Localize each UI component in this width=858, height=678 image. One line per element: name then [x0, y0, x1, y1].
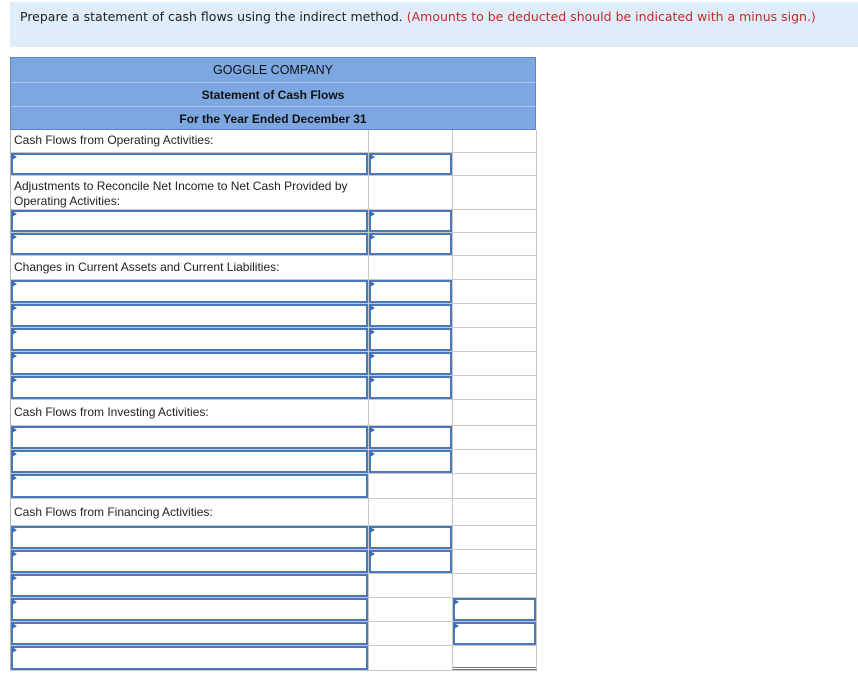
table-row: [10, 550, 537, 574]
operating-section-label: Cash Flows from Operating Activities:: [14, 133, 214, 147]
account-name-input[interactable]: [11, 153, 368, 175]
table-row: [10, 622, 537, 646]
statement-title: Statement of Cash Flows: [10, 82, 536, 106]
instructions-text: Prepare a statement of cash flows using the indirect method.: [20, 9, 403, 24]
table-row: [10, 130, 537, 153]
account-name-input[interactable]: [11, 352, 368, 375]
account-name-input[interactable]: [11, 280, 368, 303]
account-name-input[interactable]: [11, 474, 368, 498]
amount-input[interactable]: [369, 450, 452, 473]
account-name-input[interactable]: [11, 376, 368, 399]
table-row: [10, 474, 537, 499]
financing-section-label: Cash Flows from Financing Activities:: [14, 505, 213, 519]
table-row: [10, 233, 537, 256]
amount-input[interactable]: [369, 210, 452, 232]
table-row: [10, 598, 537, 622]
table-row: [10, 499, 537, 526]
table-row: [10, 210, 537, 233]
account-name-input[interactable]: [11, 233, 368, 255]
table-row: [10, 153, 537, 176]
table-row: [10, 426, 537, 450]
table-row: [10, 646, 537, 671]
amount-input[interactable]: [369, 153, 452, 175]
account-name-input[interactable]: [11, 622, 368, 645]
account-name-input[interactable]: [11, 450, 368, 473]
account-name-input[interactable]: [11, 646, 368, 670]
table-row: [10, 176, 537, 210]
table-row: [10, 304, 537, 328]
table-row: [10, 400, 537, 426]
investing-section-label: Cash Flows from Investing Activities:: [14, 405, 209, 419]
adjustments-section-label: Adjustments to Reconcile Net Income to Net Cash Provided by Operating Activities:: [14, 179, 348, 208]
statement-period: For the Year Ended December 31: [10, 106, 536, 130]
account-name-input[interactable]: [11, 328, 368, 351]
instructions-banner: [10, 2, 858, 47]
amount-input[interactable]: [369, 328, 452, 351]
changes-section-label: Changes in Current Assets and Current Liabilities:: [14, 260, 280, 274]
statement-rows: [10, 130, 537, 671]
amount-input[interactable]: [369, 304, 452, 327]
cash-flow-statement: [10, 57, 537, 671]
company-name: GOGGLE COMPANY: [10, 57, 536, 82]
amount-input[interactable]: [369, 376, 452, 399]
table-row: [10, 352, 537, 376]
account-name-input[interactable]: [11, 426, 368, 449]
account-name-input[interactable]: [11, 550, 368, 573]
table-row: [10, 328, 537, 352]
table-row: [10, 450, 537, 474]
account-name-input[interactable]: [11, 526, 368, 549]
account-name-input[interactable]: [11, 598, 368, 621]
account-name-input[interactable]: [11, 574, 368, 597]
amount-input[interactable]: [369, 233, 452, 255]
instructions-note: (Amounts to be deducted should be indicated with a minus sign.): [406, 9, 816, 24]
total-amount-input[interactable]: [453, 598, 536, 621]
table-row: [10, 376, 537, 400]
table-row: [10, 256, 537, 280]
amount-input[interactable]: [369, 526, 452, 549]
amount-input[interactable]: [369, 550, 452, 573]
table-row: [10, 280, 537, 304]
table-row: [10, 526, 537, 550]
amount-input[interactable]: [369, 280, 452, 303]
amount-input[interactable]: [369, 352, 452, 375]
account-name-input[interactable]: [11, 304, 368, 327]
amount-input[interactable]: [369, 426, 452, 449]
final-total-cell: [453, 646, 537, 670]
total-amount-input[interactable]: [453, 622, 536, 645]
account-name-input[interactable]: [11, 210, 368, 232]
table-row: [10, 574, 537, 598]
